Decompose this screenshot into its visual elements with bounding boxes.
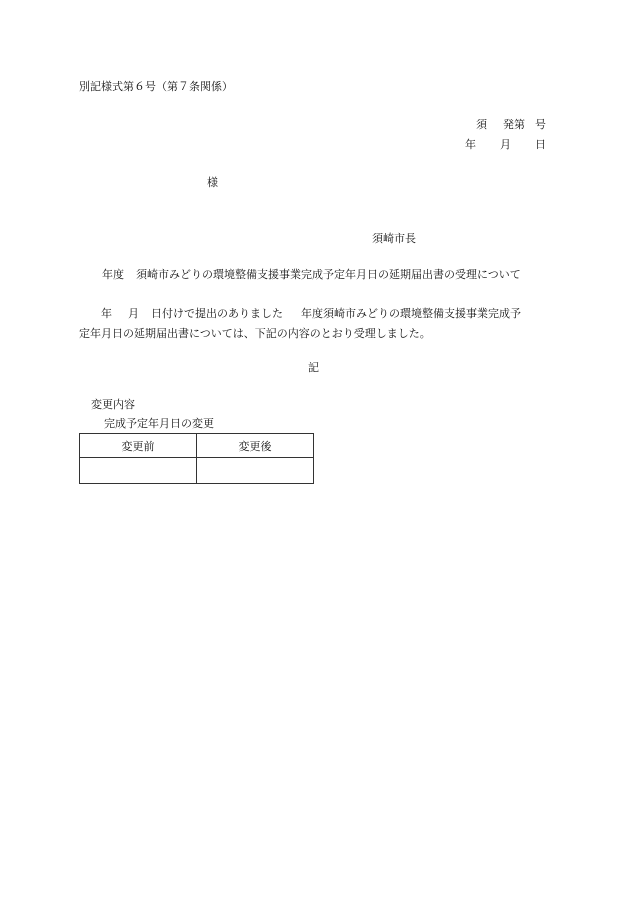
issuer: 須崎市長 [372, 232, 416, 245]
addressee: 様 [207, 176, 218, 189]
ki-heading: 記 [308, 361, 319, 374]
subject-title: 須崎市みどりの環境整備支援事業完成予定年月日の延期届出書の受理について [136, 268, 521, 281]
date-year: 年 [465, 138, 476, 151]
table-header-row [80, 434, 314, 458]
body-line-1 [79, 304, 551, 324]
date-day: 日 [535, 138, 546, 151]
change-table [79, 433, 314, 484]
subject-line [102, 268, 521, 281]
body-year: 年 [101, 307, 112, 320]
document-number [476, 118, 546, 131]
body-line-2: 定年月日の延期届出書については、下記の内容のとおり受理しました。 [79, 327, 431, 340]
body-paragraph [79, 304, 551, 344]
change-subheading: 完成予定年月日の変更 [104, 417, 214, 430]
header-before: 変更前 [80, 434, 197, 458]
issue-date [465, 138, 546, 151]
body-text-2: 年度須崎市みどりの環境整備支援事業完成予 [301, 307, 521, 320]
doc-number-middle: 発第 [503, 118, 525, 131]
subject-year-label: 年度 [102, 268, 124, 281]
date-month: 月 [500, 138, 511, 151]
body-text-1: 日付けで提出のありました [151, 307, 283, 320]
doc-number-suffix: 号 [535, 118, 546, 131]
change-heading: 変更内容 [91, 398, 135, 411]
doc-number-prefix: 須 [476, 118, 487, 131]
cell-after [197, 458, 314, 484]
form-number: 別記様式第６号（第７条関係） [79, 80, 233, 93]
header-after: 変更後 [197, 434, 314, 458]
body-month: 月 [128, 307, 139, 320]
table-row [80, 458, 314, 484]
cell-before [80, 458, 197, 484]
